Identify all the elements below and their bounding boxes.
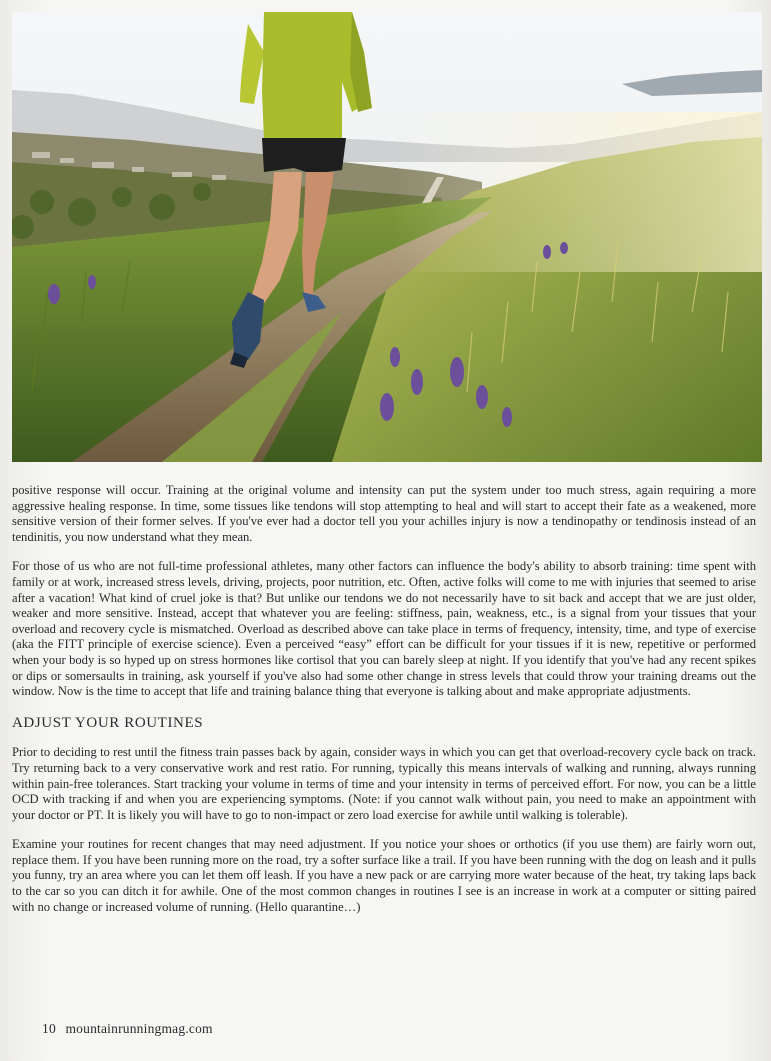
paragraph: positive response will occur. Training at the original volume and intensity can put the system under too much stress, again requiring a more aggressive healing response. In time, some tissues like tendons will stop attempting to heal and will start to accept their fate as a weakened, more sensitive version of their former selves. If you've ever had a doctor tell you your achilles injury is now a tendinopathy or tendinosis instead of an tendinitis, you now understand what they mean.: [12, 483, 756, 544]
page-number: 10: [42, 1021, 56, 1036]
paragraph: For those of us who are not full-time professional athletes, many other factors can influence the body's ability to absorb training: time spent with family or at work, increased stress levels, driving, projects, poor nutrition, etc. Often, active folks will come to me with injuries that seemed to arise after a vacation! What kind of cruel joke is that? But unlike our tendons we do not necessarily have to sit back and accept that we are just older, weaker and more sensitive. Instead, accept that whatever you are feeling: stiffness, pain, weakness, etc., is a signal from your tissues that your overload and recovery cycle is mismatched. Overload as described above can take place in terms of frequency, intensity, time, and type of exercise (aka the FITT principle of exercise science). Even a perceived “easy” effort can be difficult for your tissues if it is new, repetitive or performed when your body is so hyped up on stress hormones like cortisol that you can barely sleep at night. If you identify that you've had any recent spikes or dips or somersaults in training, ask yourself if you've also had some other change in stress levels that could throw your training dreams out the window. Now is the time to accept that life and training balance thing that everyone is talking about and make appropriate adjustments.: [12, 559, 756, 699]
trail-runner-photo: [12, 12, 762, 462]
section-heading: ADJUST YOUR ROUTINES: [12, 714, 204, 731]
article-body: [12, 483, 756, 929]
paragraph: Prior to deciding to rest until the fitness train passes back by again, consider ways in which you can get that overload-recovery cycle back on track. Try returning back to a very conservative work and rest ratio. For running, typically this means intervals of walking and running, always running within pain-free tolerances. Start tracking your volume in terms of time and your intensity in terms of perceived effort. For now, you can be a little OCD with tracking if and when you are experiencing symptoms. (Note: if you cannot walk without pain, you need to make an appointment with your doctor or PT. It is likely you will have to go to non-impact or zero load exercise for awhile until walking is tolerable).: [12, 745, 756, 822]
page-footer: [42, 1021, 213, 1037]
site-url: mountainrunningmag.com: [65, 1021, 213, 1036]
paragraph: Examine your routines for recent changes that may need adjustment. If you notice your shoes or orthotics (if you use them) are fairly worn out, replace them. If you have been running more on the road, try a softer surface like a trail. If you have been running with the dog on leash and it pulls you funny, try an area where you can let them off leash. If you have a new pack or are carrying more water because of the heat, try taking laps back to the car so you can ditch it for awhile. One of the most common changes in routines I see is an increase in work at a computer or sitting paired with no change or increased volume of running. (Hello quarantine…): [12, 837, 756, 914]
